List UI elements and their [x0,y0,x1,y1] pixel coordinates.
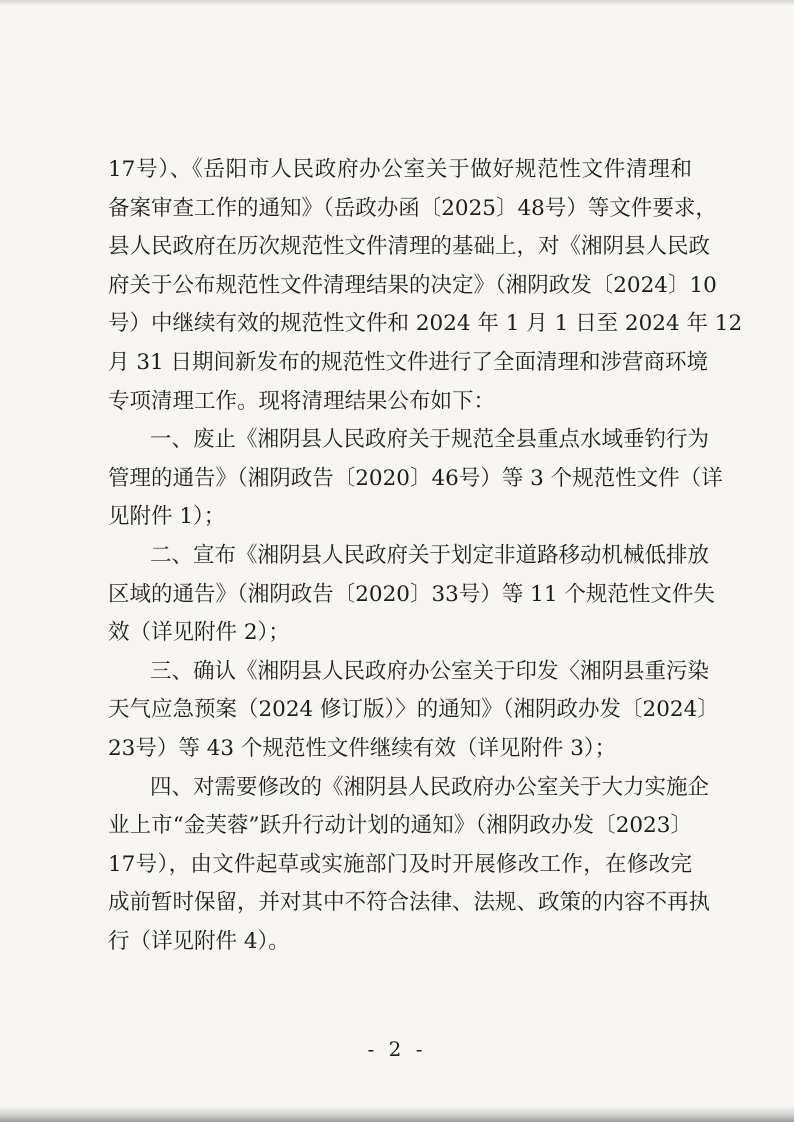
item-3-line: 23号）等 43 个规范性文件继续有效（详见附件 3）； [108,735,617,761]
scan-edge-top [0,0,794,6]
text-line: 专项清理工作。现将清理结果公布如下： [108,388,496,414]
item-1-line: 一、废止《湘阴县人民政府关于规范全县重点水域垂钓行为 [150,427,710,453]
item-4-line: 业上市“金芙蓉”跃升行动计划的通知》（湘阴政办发〔2023〕 [108,813,692,839]
item-2-line: 区域的通告》（湘阴政告〔2020〕33号）等 11 个规范性文件失 [108,581,715,607]
item-2-line: 二、宣布《湘阴县人民政府关于划定非道路移动机械低排放 [150,542,710,568]
text-line: 月 31 日期间新发布的规范性文件进行了全面清理和涉营商环境 [108,349,709,375]
text-line: 17号）、《岳阳市人民政府办公室关于做好规范性文件清理和 [108,157,692,182]
item-3-line: 三、确认《湘阴县人民政府办公室关于印发〈湘阴县重污染 [150,658,710,684]
item-2-line: 效（详见附件 2）； [108,620,290,646]
text-line: 号）中继续有效的规范性文件和 2024 年 1 月 1 日至 2024 年 12 [108,311,743,337]
page-number: - 2 - [367,1037,427,1061]
item-4-line: 行（详见附件 4）。 [108,928,290,954]
item-1-line: 管理的通告》（湘阴政告〔2020〕46号）等 3 个规范性文件（详 [108,465,723,491]
item-4-line: 四、对需要修改的《湘阴县人民政府办公室关于大力实施企 [150,774,710,800]
item-4-line: 成前暂时保留，并对其中不符合法律、法规、政策的内容不再执 [108,890,711,916]
scan-edge-bottom [0,1106,794,1122]
text-line: 县人民政府在历次规范性文件清理的基础上，对《湘阴县人民政 [108,234,711,260]
item-1-line: 见附件 1）； [108,504,226,530]
text-line: 府关于公布规范性文件清理结果的决定》（湘阴政发〔2024〕10 [108,272,717,298]
item-3-line: 天气应急预案（2024 修订版）〉的通知》（湘阴政办发〔2024〕 [108,697,719,723]
body-text [108,151,743,961]
text-line: 备案审查工作的通知》（岳政办函〔2025〕48号）等文件要求， [108,195,717,221]
item-4-line: 17号），由文件起草或实施部门及时开展修改工作，在修改完 [108,851,692,877]
